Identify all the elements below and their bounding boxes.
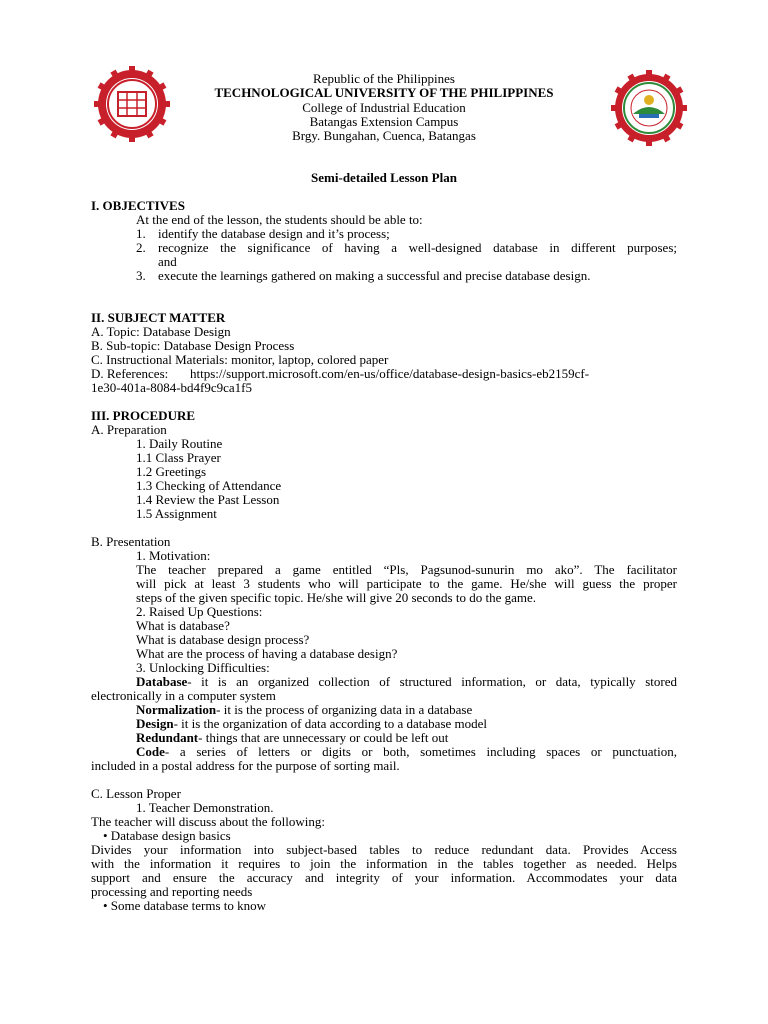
preparation-item: 1.2 Greetings	[136, 464, 207, 479]
term-definition-cont: electronically in a computer system	[91, 688, 276, 703]
paragraph-line: processing and reporting needs	[91, 884, 253, 899]
objective-item-text: identify the database design and it’s process;	[158, 226, 390, 241]
motivation-line: The teacher prepared a game entitled “Pls, Pagsunod-sunurin mo ako”. The facilitator	[136, 562, 677, 577]
term-name: Redundant	[136, 730, 199, 745]
preparation-item: 1.3 Checking of Attendance	[136, 478, 282, 493]
subject-materials: C. Instructional Materials: monitor, laptop, colored paper	[91, 352, 389, 367]
preparation-item: 1. Daily Routine	[136, 436, 223, 451]
header-university: TECHNOLOGICAL UNIVERSITY OF THE PHILIPPINES	[214, 85, 554, 100]
objectives-heading: I. OBJECTIVES	[91, 198, 185, 213]
term-name: Normalization	[136, 702, 217, 717]
question-item: What is database?	[136, 618, 230, 633]
term-name: Code	[136, 744, 165, 759]
term-definition: - it is the organization of data according to a database model	[173, 716, 488, 731]
objective-item-num: 2.	[136, 240, 146, 255]
header-college: College of Industrial Education	[302, 100, 466, 115]
term-definition: - a series of letters or digits or both, sometimes including spaces or punctuation,	[164, 744, 677, 759]
objective-item-num: 3.	[136, 268, 146, 283]
paragraph-line: Divides your information into subject-based tables to reduce redundant data. Provides Access	[91, 842, 677, 857]
header-republic: Republic of the Philippines	[313, 71, 455, 86]
question-item: What is database design process?	[136, 632, 310, 647]
term-definition-line	[136, 745, 677, 759]
header-campus: Batangas Extension Campus	[309, 114, 459, 129]
term-definition-line	[136, 703, 472, 717]
preparation-item: 1.1 Class Prayer	[136, 450, 221, 465]
motivation-line: will pick at least 3 students who will participate to the game. He/she will guess the proper	[136, 576, 677, 591]
motivation-line: steps of the given specific topic. He/she will give 20 seconds to do the game.	[136, 590, 537, 605]
questions-label: 2. Raised Up Questions:	[136, 604, 263, 619]
preparation-item: 1.5 Assignment	[136, 506, 217, 521]
term-name: Database	[136, 674, 188, 689]
lesson-proper-label: C. Lesson Proper	[91, 786, 181, 801]
subject-matter-heading: II. SUBJECT MATTER	[91, 310, 226, 325]
motivation-label: 1. Motivation:	[136, 548, 211, 563]
header-address: Brgy. Bungahan, Cuenca, Batangas	[292, 128, 476, 143]
term-definition-line	[136, 717, 487, 731]
objective-item-num: 1.	[136, 226, 146, 241]
bullet-item: • Database design basics	[103, 828, 231, 843]
term-definition-cont: included in a postal address for the purpose of sorting mail.	[91, 758, 400, 773]
objective-item-text-cont: and	[158, 254, 177, 269]
term-definition: - it is the process of organizing data in a database	[216, 702, 473, 717]
paragraph-line: with the information it requires to join the information in the tables together as needed. Helps	[91, 856, 677, 871]
subject-subtopic: B. Sub-topic: Database Design Process	[91, 338, 295, 353]
term-definition: - it is an organized collection of structured information, or data, typically stored	[187, 674, 677, 689]
term-definition-line	[136, 675, 677, 689]
preparation-item: 1.4 Review the Past Lesson	[136, 492, 280, 507]
teacher-demonstration: 1. Teacher Demonstration.	[136, 800, 274, 815]
subject-topic: A. Topic: Database Design	[91, 324, 231, 339]
references-url-line-2: 1e30-401a-8084-bd4f9c9ca1f5	[91, 380, 252, 395]
unlocking-label: 3. Unlocking Difficulties:	[136, 660, 270, 675]
bullet-item: • Some database terms to know	[103, 898, 267, 913]
discuss-intro: The teacher will discuss about the following:	[91, 814, 325, 829]
preparation-label: A. Preparation	[91, 422, 167, 437]
presentation-label: B. Presentation	[91, 534, 171, 549]
term-name: Design	[136, 716, 174, 731]
paragraph-line: support and ensure the accuracy and integrity of your information. Accommodates your data	[91, 870, 677, 885]
objective-item-text: execute the learnings gathered on making a successful and precise database design.	[158, 268, 591, 283]
term-definition: - things that are unnecessary or could be left out	[198, 730, 449, 745]
objective-item-text: recognize the significance of having a well-designed database in different purposes;	[158, 240, 677, 255]
document-title: Semi-detailed Lesson Plan	[311, 170, 457, 185]
term-definition-line	[136, 731, 448, 745]
question-item: What are the process of having a database design?	[136, 646, 398, 661]
objectives-intro: At the end of the lesson, the students should be able to:	[136, 212, 423, 227]
references-label: D. References:	[91, 366, 169, 381]
procedure-heading: III. PROCEDURE	[91, 408, 196, 423]
references-url-line-1: https://support.microsoft.com/en-us/office/database-design-basics-eb2159cf-	[190, 366, 590, 381]
